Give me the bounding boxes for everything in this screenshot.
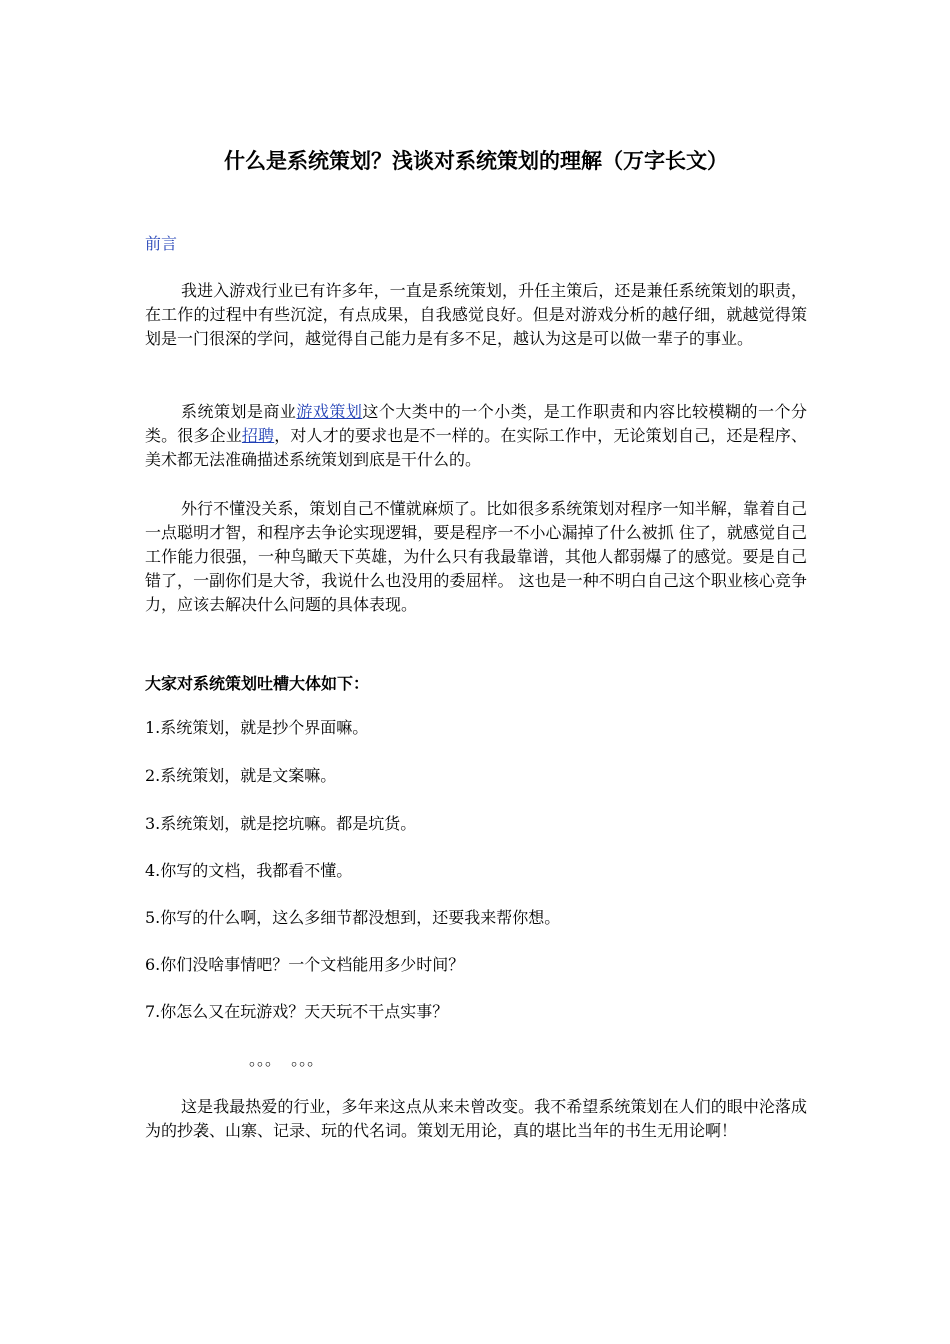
list-item: 5.你写的什么啊，这么多细节都没想到，还要我来帮你想。	[145, 908, 561, 927]
paragraph-text: 这个大类中的一个小类，是工作职责和内容比较模糊的一个分类。很多企业	[145, 402, 807, 445]
link-recruitment[interactable]: 招聘	[241, 426, 275, 445]
list-item: 4.你写的文档，我都看不懂。	[145, 861, 353, 880]
list-item: 1.系统策划，就是抄个界面嘛。	[145, 718, 369, 737]
paragraph-closing: 这是我最热爱的行业，多年来这点从来未曾改变。我不希望系统策划在人们的眼中沦落成为的抄袭、山寨、记录、玩的代名词。策划无用论，真的堪比当年的书生无用论啊！	[145, 1097, 807, 1140]
list-item: 3.系统策划，就是挖坑嘛。都是坑货。	[145, 814, 417, 833]
paragraph-text: ，对人才的要求也是不一样的。在实际工作中，无论策划自己，还是程序、美术都无法准确描述系统策划到底是干什么的。	[145, 426, 807, 469]
complaints-heading: 大家对系统策划吐槽大体如下：	[145, 674, 370, 693]
paragraph-text: 系统策划是商业	[181, 402, 297, 421]
paragraph-intro: 我进入游戏行业已有许多年，一直是系统策划，升任主策后，还是兼任系统策划的职责，在工作的过程中有些沉淀，有点成果，自我感觉良好。但是对游戏分析的越仔细，就越觉得策划是一门很深的学问，越觉得自己能力是有多不足，越认为这是可以做一辈子的事业。	[145, 281, 807, 348]
list-item: 6.你们没啥事情吧？一个文档能用多少时间？	[145, 955, 465, 974]
section-label-preface: 前言	[145, 234, 178, 253]
link-game-design[interactable]: 游戏策划	[296, 402, 363, 421]
paragraph-outsiders: 外行不懂没关系，策划自己不懂就麻烦了。比如很多系统策划对程序一知半解，靠着自己一点聪明才智，和程序去争论实现逻辑，要是程序一不小心漏掉了什么被抓 住了，就感觉自己工作能力很强，一种鸟瞰天下英雄，为什么只有我最靠谱，其他人都弱爆了的感觉。要是自己错了，一副你们是大爷，我说什么也没用的委屈样。 这也是一种不明白自己这个职业核心竞争力，应该去解决什么问题的具体表现。	[145, 499, 807, 614]
paragraph-definition	[145, 400, 807, 472]
list-item: 2.系统策划，就是文案嘛。	[145, 766, 337, 785]
document-title: 什么是系统策划？浅谈对系统策划的理解（万字长文）	[224, 149, 728, 173]
ellipsis-marker: 。。。 。。。	[249, 1050, 324, 1069]
list-item: 7.你怎么又在玩游戏？天天玩不干点实事？	[145, 1002, 449, 1021]
